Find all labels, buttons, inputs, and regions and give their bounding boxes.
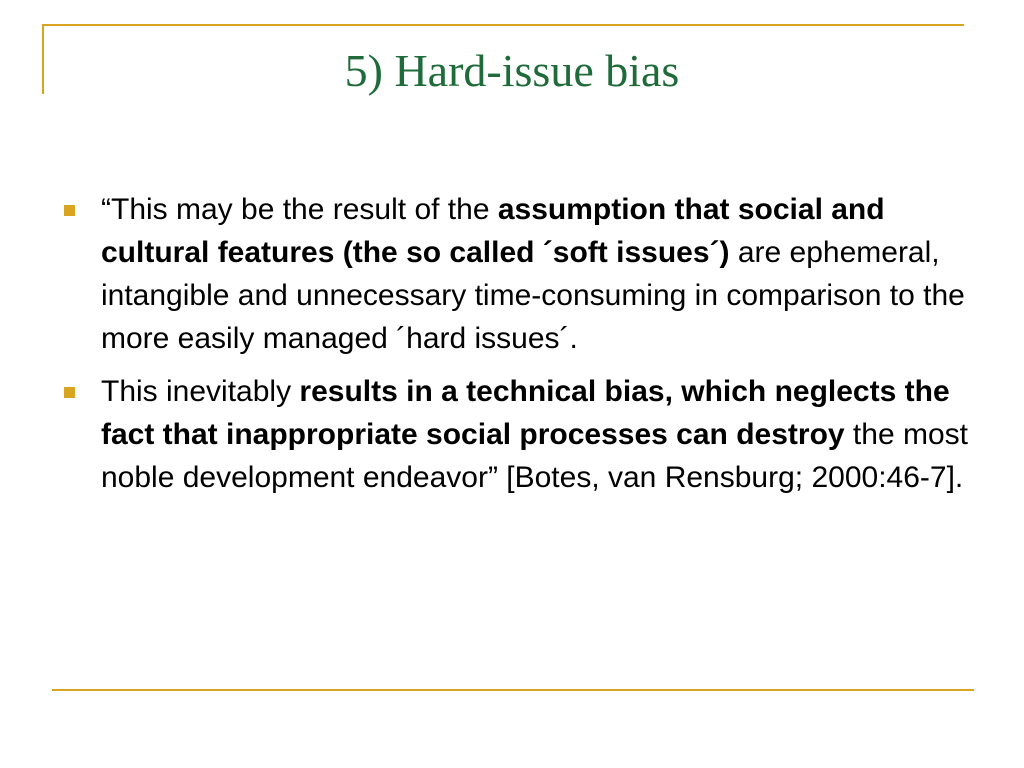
bullet-text-bold: assumption that social and cultural features (the so called ´soft issues´): [101, 193, 885, 269]
bullet-text-normal: are ephemeral, intangible and unnecessary time-consuming in comparison to the more easily managed ´hard issues´.: [101, 236, 965, 355]
slide-body: [64, 188, 974, 509]
bullet-item-1: [64, 188, 974, 360]
bullet-text-normal: “This may be the result of the: [101, 193, 498, 226]
square-bullet-icon: [64, 387, 75, 398]
slide-title: 5) Hard-issue bias: [344, 45, 680, 96]
bullet-text-normal: This inevitably: [101, 375, 300, 408]
bullet-text-bold: results in a technical bias, which neglects the fact that inappropriate social processes can destroy: [101, 375, 950, 451]
frame-bottom-rule: [52, 689, 974, 691]
square-bullet-icon: [64, 205, 75, 216]
frame-top-rule: [42, 24, 964, 26]
bullet-item-2: [64, 370, 974, 499]
bullet-text-normal: the most noble development endeavor” [Botes, van Rensburg; 2000:46-7].: [101, 418, 968, 494]
